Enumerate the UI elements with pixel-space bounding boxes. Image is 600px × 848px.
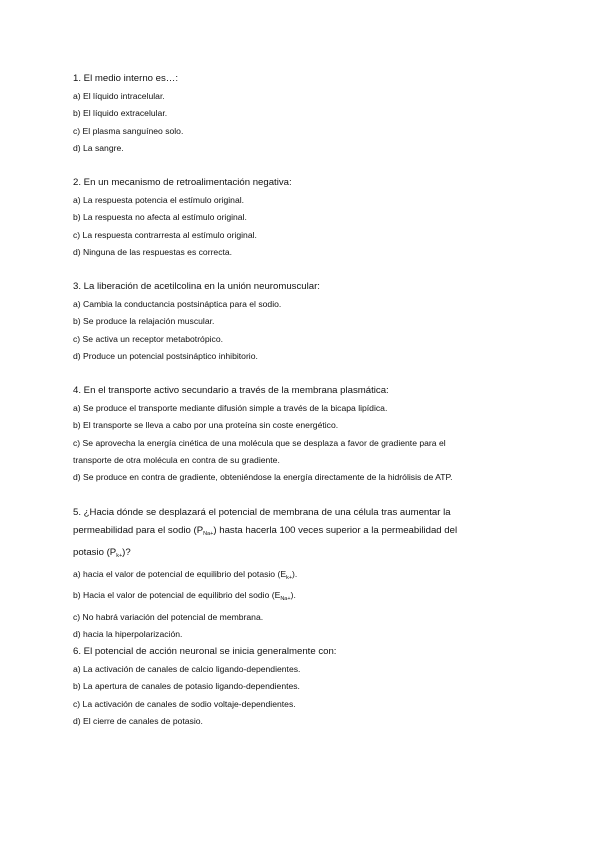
question-stem: 1. El medio interno es…: — [73, 73, 179, 84]
option-b: b) El líquido extracelular. — [73, 108, 168, 119]
option-a: a) Cambia la conductancia postsináptica para el sodio. — [73, 299, 282, 309]
question-stem: 6. El potencial de acción neuronal se inicia generalmente con: — [73, 646, 337, 657]
question-5 — [73, 504, 543, 643]
option-c: c) No habrá variación del potencial de membrana. — [73, 611, 264, 622]
question-4 — [73, 382, 543, 486]
question-stem: 2. En un mecanismo de retroalimentación negativa: — [73, 177, 292, 188]
option-d: d) El cierre de canales de potasio. — [73, 715, 203, 726]
question-2 — [73, 174, 543, 261]
question-stem-line-1: 5. ¿Hacia dónde se desplazará el potencial de membrana de una célula tras aumentar la — [73, 507, 451, 518]
option-c: c) Se aprovecha la energía cinética de una molécula que se desplaza a favor de gradiente para el — [73, 437, 446, 448]
question-stem-line-3: potasio $(P_{k+})$? — [73, 547, 131, 559]
option-a: a) Se produce el transporte mediante difusión simple a través de la bicapa lipídica. — [73, 403, 388, 413]
option-b: b) La apertura de canales de potasio ligando-dependientes. — [73, 681, 300, 692]
option-b: b) La respuesta no afecta al estímulo original. — [73, 212, 247, 223]
option-a: a) La respuesta potencia el estímulo original. — [73, 195, 245, 205]
option-a: a) El líquido intracelular. — [73, 91, 165, 101]
option-d: d) Se produce en contra de gradiente, obteniéndose la energía directamente de la hidrólisis de ATP. — [73, 472, 453, 483]
option-b: b) Hacia el valor de potencial de equilibrio del sodio $(E_{Na+})$. — [73, 590, 296, 603]
option-d: d) Ninguna de las respuestas es correcta. — [73, 246, 233, 257]
question-stem-line-2: permeabilidad para el sodio $(P_{Na+})$ hasta hacerla 100 veces superior a la permeabilidad del — [73, 525, 458, 537]
option-a: a) La activación de canales de calcio ligando-dependientes. — [73, 664, 301, 674]
option-d: d) hacia la hiperpolarización. — [73, 628, 183, 639]
subscript-na: Na+ — [203, 531, 214, 537]
option-d: d) Produce un potencial postsináptico inhibitorio. — [73, 350, 258, 361]
question-stem: 4. En el transporte activo secundario a través de la membrana plasmática: — [73, 385, 389, 396]
subscript-k: k+ — [116, 553, 123, 559]
option-c: c) El plasma sanguíneo solo. — [73, 125, 184, 136]
question-6 — [73, 643, 543, 730]
option-c: c) Se activa un receptor metabotrópico. — [73, 333, 223, 344]
option-d: d) La sangre. — [73, 142, 124, 153]
question-1 — [73, 70, 543, 157]
option-c-continued: transporte de otra molécula en contra de su gradiente. — [73, 454, 280, 465]
option-c: c) La activación de canales de sodio voltaje-dependientes. — [73, 698, 296, 709]
option-c: c) La respuesta contrarresta al estímulo original. — [73, 229, 257, 240]
option-b: b) El transporte se lleva a cabo por una proteína sin coste energético. — [73, 420, 339, 431]
question-stem: 3. La liberación de acetilcolina en la unión neuromuscular: — [73, 281, 320, 292]
option-a: a) hacia el valor de potencial de equilibrio del potasio $(E_{k+})$. — [73, 569, 298, 581]
question-3 — [73, 278, 543, 365]
option-b: b) Se produce la relajación muscular. — [73, 316, 215, 327]
